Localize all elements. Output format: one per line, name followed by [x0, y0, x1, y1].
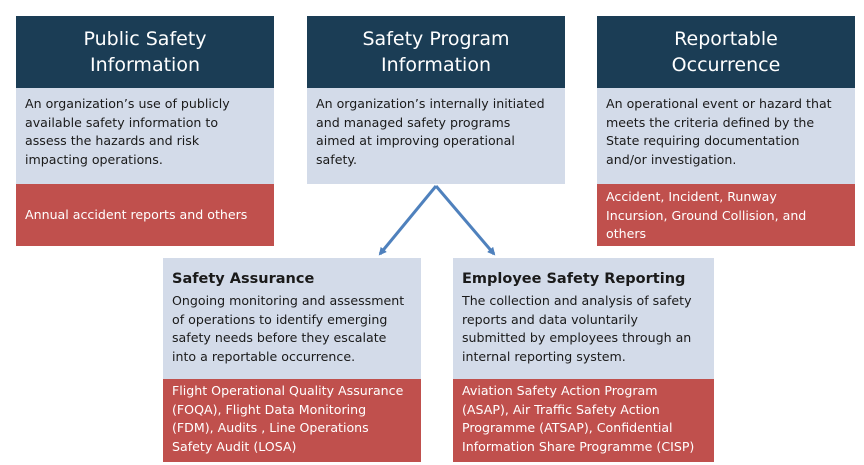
reportable-occurrence-description: An operational event or hazard that meets the criteria defined by the State requiring documentation and/or investigation.: [597, 88, 855, 184]
reportable-occurrence-header: [597, 16, 855, 88]
public-safety-information-description: An organization’s use of publicly available safety information to assess the hazards and risk impacting operations.: [16, 88, 274, 184]
reportable-occurrence-examples: Accident, Incident, Runway Incursion, Ground Collision, and others: [597, 184, 855, 246]
employee-safety-reporting-title: Employee Safety Reporting: [462, 271, 686, 287]
public-safety-information-examples-text: Annual accident reports and others: [25, 206, 248, 222]
arrow-to-safety-assurance: [380, 186, 436, 254]
employee-safety-reporting-card: [453, 258, 714, 462]
employee-safety-reporting-examples: Aviation Safety Action Program (ASAP), Air Traffic Safety Action Programme (ATSAP), Confidential Information Share Programme (CISP): [453, 379, 714, 462]
safety-program-information-description: An organization’s internally initiated and managed safety programs aimed at improving operational safety.: [307, 88, 565, 184]
public-safety-information-examples: [16, 184, 274, 246]
employee-safety-reporting-description: The collection and analysis of safety reports and data voluntarily submitted by employees through an internal reporting system.: [462, 293, 692, 364]
safety-assurance-card: [163, 258, 421, 462]
public-safety-information-title: Public Safety Information: [83, 28, 207, 76]
safety-assurance-description: Ongoing monitoring and assessment of operations to identify emerging safety needs before they escalate into a reportable occurrence.: [172, 293, 405, 364]
reportable-occurrence-title: Reportable Occurrence: [671, 28, 781, 76]
safety-program-information-header: [307, 16, 565, 88]
safety-program-information-title: Safety Program Information: [362, 28, 510, 76]
arrow-to-employee-safety-reporting: [436, 186, 494, 254]
safety-assurance-title: Safety Assurance: [172, 271, 315, 287]
public-safety-information-header: [16, 16, 274, 88]
safety-assurance-examples: Flight Operational Quality Assurance (FOQA), Flight Data Monitoring (FDM), Audits , Line Operations Safety Audit (LOSA): [163, 379, 421, 462]
